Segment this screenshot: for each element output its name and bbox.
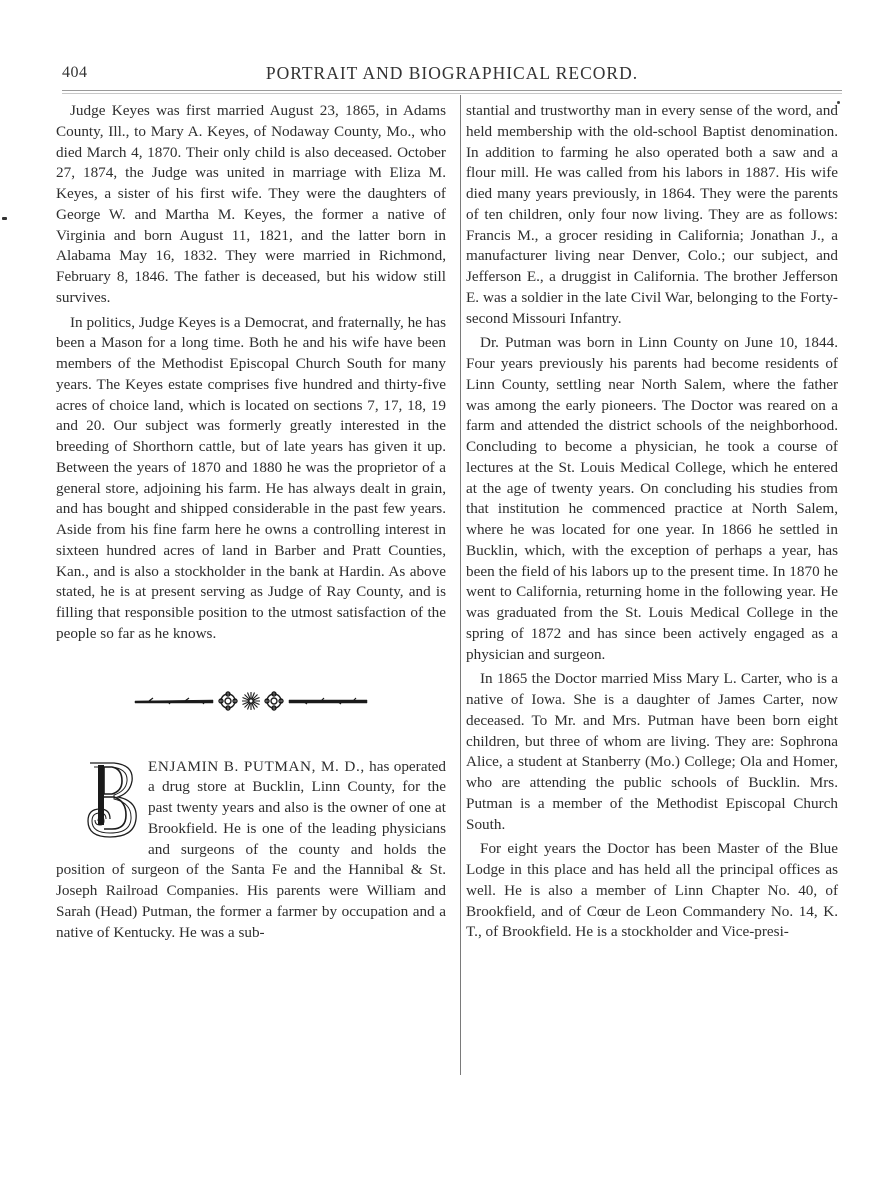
column-divider [460,95,461,1075]
paragraph-keyes-marriage: Judge Keyes was first married August 23, 1865, in Adams County, Ill., to Mary A. Keyes, of Nodaway County, Mo., who died March 4, 1870. Their only child is also deceased. October 27, 1874, the Judge was united in marriage with Eliza M. Keyes, a sister of his first wife. They were the daughters of George W. and Martha M. Keyes, the former a native of Virginia and born August 11, 1821, and the latter born in Alabama May 16, 1832. They were married in Richmond, February 8, 1846. The father is deceased, but his widow still survives. [56,102,446,306]
drop-cap-b-icon [84,759,142,841]
paragraph-putman-masonic: For eight years the Doctor has been Master of the Blue Lodge in this place and has held all the principal offices as well. He is also a member of Linn Chapter No. 40, of Brookfield, and of Cœur de Leon Commandery No. 14, K. T., of Brookfield. He is a stockholder and Vice-presi- [466,840,838,941]
biography-opening-text: has operated a drug store at Bucklin, Linn County, for the past twenty years and also is the owner of one at Brookfield. He is one of the leading physicians and surgeons of the county and holds the position of surgeon of the Santa Fe and the Hannibal & St. Joseph Railroad Companies. His parents were William and Sarah (Head) Putman, the former a farmer by occupation and a native of Kentucky. He was a sub- [56,757,447,941]
running-title: PORTRAIT AND BIOGRAPHICAL RECORD. [265,63,639,83]
biography-subject-name: ENJAMIN B. PUTMAN, M. D., [148,757,365,775]
paragraph-putman-birth-career: Dr. Putman was born in Linn County on June 10, 1844. Four years previously his parents had become residents of Linn County, settling near North Salem, where the father was among the early pioneers. The Doctor was reared on a farm and attended the district schools of the neighborhood. Concluding to become a physician, he took a course of lectures at the St. Louis Medical College, which he entered at the age of twenty years. On concluding his studies from that institution he commenced practice at North Salem, where he was located for one year. In 1866 he settled in Bucklin, which, with the exception of perhaps a year, has been the field of his labors up to the present time. In 1870 he went to California, returning home in the following year. He was graduated from the St. Louis Medical College in the spring of 1872 and has since been actively engaged as a physician and surgeon. [466,334,838,663]
header-rule-secondary [62,93,842,94]
paragraph-putman-father: stantial and trustworthy man in every sense of the word, and held membership with the old-school Baptist denomination. In addition to farming he also operated both a saw and a flour mill. He was called from his labors in 1887. His wife died many years previously, in 1864. They were the parents of ten children, only four now living. They are as follows: Francis M., a grocer residing in California; Jonathan J., a manufacturer living near Denver, Colo.; our subject, and Jefferson E., a druggist in California. The brother Jefferson E. was a soldier in the late Civil War, belonging to the Forty-second Missouri Infantry. [466,102,838,327]
left-column [56,101,446,943]
page-number: 404 [62,64,88,81]
right-column [466,101,838,943]
scan-artifact-mark [2,217,7,220]
ornament-divider-icon [131,689,371,713]
paragraph-keyes-politics: In politics, Judge Keyes is a Democrat, and fraternally, he has been a Mason for a long time. Both he and his wife have been members of the Methodist Episcopal Church South for many years. The Keyes estate comprises five hundred and thirty-five acres of choice land, which is located on sections 7, 17, 18, 19 and 20. Our subject was formerly greatly interested in the breeding of Shorthorn cattle, but of late years has given it up. Between the years of 1870 and 1880 he was the proprietor of a general store, adjoining his farm. He has always dealt in grain, and has bought and shipped considerable in the past few years. Aside from his fine farm here he owns a controlling interest in sixteen hundred acres of land in Barber and Pratt Counties, Kan., and is also a stockholder in the bank at Hardin. As above stated, he is at present serving as Judge of Ray County, and is filling that responsible position to the utmost satisfaction of the people so far as he knows. [56,313,446,642]
paragraph-putman-marriage: In 1865 the Doctor married Miss Mary L. Carter, who is a native of Iowa. She is a daughter of James Carter, now deceased. To Mr. and Mrs. Putman have been born eight children, but three of whom are living. They are: Sophrona Alice, a student at Stanberry (Mo.) College; Ola and Homer, who are attending the public schools of Bucklin. Mrs. Putman is a member of the Methodist Episcopal Church South. [466,670,838,833]
header-rule [62,90,842,91]
running-head [62,62,842,86]
biography-opening [56,757,446,944]
